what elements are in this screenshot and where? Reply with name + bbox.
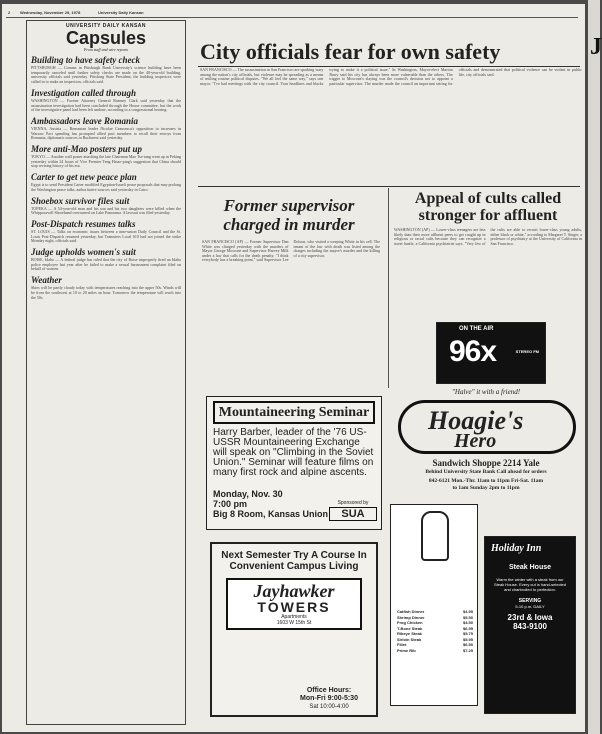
serving-hours: 5-10 p.m. DAILY bbox=[515, 604, 545, 609]
brief-item bbox=[31, 116, 181, 141]
brief-item bbox=[31, 247, 181, 272]
menu-item-name: Shrimp Dinner bbox=[397, 614, 425, 620]
on-the-air-label: ON THE AIR bbox=[459, 326, 494, 332]
capsules-title: Capsules bbox=[65, 28, 147, 48]
brief-text: TOPEKA — A 54-year-old man and his son and his two daughters were killed when the Whippoorwill Shorehand overturned on Lake Panorama. A lawsuit was filed yesterday. bbox=[31, 205, 181, 216]
menu-item-price: $5.75 bbox=[462, 631, 473, 636]
brief-item bbox=[31, 144, 181, 169]
hoagie-name: Hoagie's bbox=[428, 406, 524, 435]
hoagie-name-bottom: Hero bbox=[454, 430, 497, 452]
steak-house-heading: Steak House bbox=[508, 564, 552, 571]
brief-text: WASHINGTON — Former Attorney General Ramsey Clark said yesterday that the assassination investigation had been concluded through the House committee, but the work of the investigative panel had been left undone, according to a congressional hearing. bbox=[31, 97, 181, 113]
sponsor-logo: SUA bbox=[329, 507, 377, 521]
brief-item bbox=[31, 172, 181, 192]
brief-title: More anti-Mao posters put up bbox=[31, 144, 143, 155]
jayhawker-towers-ad bbox=[210, 542, 378, 717]
seminar-date: Monday, Nov. 30 bbox=[213, 489, 283, 499]
menu-item-price: $6.95 bbox=[462, 625, 473, 631]
menu-item-name: Ribeye Steak bbox=[397, 631, 422, 636]
former-headline: Former supervisor charged in murder bbox=[223, 196, 355, 234]
seminar-place: Big 8 Room, Kansas Union bbox=[213, 509, 329, 519]
seminar-time: 7:00 pm bbox=[213, 499, 248, 509]
brief-title: Post-Dispatch resumes talks bbox=[31, 218, 136, 229]
menu-item-price: $4.95 bbox=[462, 609, 473, 614]
facing-page-edge bbox=[588, 0, 600, 734]
brief-title: Weather bbox=[31, 275, 62, 286]
menu-item-name: T-Bone Steak bbox=[397, 625, 423, 631]
brief-item bbox=[31, 196, 181, 216]
menu-item-price: $5.95 bbox=[462, 636, 473, 642]
menu-item-name: Frog Chicken bbox=[397, 620, 423, 625]
jayhawker-logo bbox=[226, 578, 362, 630]
menu-item-price: $7.25 bbox=[462, 647, 473, 653]
newspaper-page bbox=[2, 4, 585, 732]
capsules-column bbox=[26, 20, 186, 725]
former-article-text: SAN FRANCISCO (AP) — Former Supervisor Dan White was charged yesterday with the murders of Mayor George Moscone and Supervisor Harvey Milk under a law that calls for the death penalty. "I think everybody has a breaking point," said Supervisor Lee Dolson, who visited a weeping White in his cell. The tenant of the law with death was listed among the charges including the mayor's murder and the killing of a city supervisor. bbox=[202, 239, 380, 263]
menu-item-name: Catfish Dinner bbox=[397, 609, 425, 614]
jayhawker-address: 1603 W 15th St bbox=[276, 620, 312, 626]
holiday-inn-body: Warm the winter with a steak from our Steak House. Every cut is hand-selected and charbroiled to perfection. bbox=[493, 577, 567, 592]
paper-name: University Daily Kansan bbox=[98, 10, 144, 15]
brief-title: Shoebox survivor files suit bbox=[31, 195, 130, 206]
main-article-text: SAN FRANCISCO — The assassination in San Francisco are sparking wary among the nation's city officials, but violence may be spreading as a means of settling routine political disputes. "We all feel the same way," says one mayor. "I've had meetings with the city council. Your headlines and blacks trying to make it a political issue." In Washington, Mayor-elect Marion Barry said his city has always been more vulnerable than the others. The trigger to Moscone's slaying was the council's decision not to appoint a particular supervisor. The murder made the council an important setting for officials and demonstrated that political violence can be violent in public life, city officials said. bbox=[200, 67, 582, 86]
brief-item bbox=[31, 55, 181, 85]
holiday-phone: 843-9100 bbox=[513, 622, 547, 631]
radio-frequency: 96x bbox=[449, 335, 497, 368]
brief-title: Judge upholds women's suit bbox=[31, 247, 136, 258]
holiday-inn-address bbox=[485, 613, 575, 631]
menu-item bbox=[397, 648, 473, 654]
capsules-kicker: UNIVERSITY DAILY KANSAN bbox=[65, 23, 147, 29]
menu-item-price: $6.50 bbox=[462, 642, 473, 647]
jayhawker-apartments: Apartments bbox=[281, 614, 307, 620]
office-hours-label: Office Hours: bbox=[306, 687, 352, 694]
brief-title: Ambassadors leave Romania bbox=[31, 115, 139, 126]
brief-text: Skies will be partly cloudy today with temperatures reaching into the upper 50s. Winds will be from the southwest at 10 to 20 miles an hour. Tomorrow the temperature will reach into the 50s. bbox=[31, 285, 181, 300]
brief-text: ST. LOUIS — Talks on economic issues between a nine-union Daily Council and the St. Louis Post-Dispatch resumed yesterday, but Teamsters Local 610 had not joined the strike Monday night, officials said. bbox=[31, 228, 181, 244]
brief-list bbox=[31, 55, 181, 300]
holiday-inn-ad bbox=[484, 536, 576, 714]
capsules-subtitle: From staff and wire reports bbox=[83, 47, 128, 52]
page-number: 2 bbox=[8, 10, 11, 15]
steak-menu-ad bbox=[390, 504, 478, 706]
menu-item-price: $4.50 bbox=[462, 620, 473, 625]
issue-date: Wednesday, November 29, 1978 bbox=[20, 10, 81, 15]
stereo-label: STEREO FM bbox=[515, 349, 539, 354]
holiday-address: 23rd & Iowa bbox=[507, 613, 553, 622]
hoagie-shoppe: Sandwich Shoppe 2214 Yale bbox=[432, 458, 540, 468]
mountaineering-body: Harry Barber, leader of the '76 US-USSR Mountaineering Exchange will speak on "Climbing in the Soviet Union." Seminar will feature films on many first rock and alpine ascents. bbox=[213, 427, 374, 478]
hoagies-ad bbox=[388, 388, 584, 500]
holiday-inn-logo: Holiday Inn bbox=[491, 543, 542, 554]
brief-item bbox=[31, 275, 181, 300]
brief-text: TOKYO — Another wall poster attacking the late Chairman Mao Tse-tung went up in Peking yesterday within 24 hours of Vice Premier Teng Hsiao-ping's suggestion that China should stop revising history of his era. bbox=[31, 154, 181, 169]
brief-text: BOISE, Idaho — A federal judge has ruled that the city of Boise improperly fired an Idaho police employee last year after he failed to make a sexual harassment complaint filed on behalf of women. bbox=[31, 257, 181, 272]
jayhawker-name: Jayhawker bbox=[253, 581, 335, 601]
bottle-icon bbox=[421, 511, 449, 561]
brief-text: VIENNA, Austria — Romanian leader Nicolae Ceausescu's opposition to increases in Warsaw Pact spending has prompted allied pact members to recall their envoys from Romania, diplomatic sources in Bucharest said yesterday. bbox=[31, 125, 181, 141]
hoagie-phones: 842-6121 Mon.-Thr. 11am to 11pm Fri-Sat. 11am bbox=[428, 478, 544, 484]
office-hours bbox=[288, 687, 370, 711]
mountaineering-title: Mountaineering Seminar bbox=[213, 401, 375, 424]
brief-title: Investigation called through bbox=[31, 87, 137, 98]
sponsor-label: Sponsored by bbox=[337, 500, 369, 506]
brief-text: PITTSBURGH — Comms in Pittsburgh Bank University's science building have been temporarily canceled until further safety checks are made on the 40-year-old building, university officials said yesterday. Pittsburg State President, the building inspectors were called in to make an inspection, officials said. bbox=[31, 65, 181, 85]
menu-item-name: Prime Rib bbox=[397, 647, 416, 653]
cults-headline: Appeal of cults called stronger for affluent bbox=[414, 190, 562, 224]
brief-item bbox=[31, 88, 181, 113]
hoagie-sunday: to 1am Sunday 2pm to 11pm bbox=[452, 485, 520, 491]
sponsor-block bbox=[329, 500, 377, 521]
divider bbox=[388, 188, 389, 388]
radio-ad bbox=[436, 322, 546, 384]
jayhawker-heading: Next Semester Try A Course In Convenient Campus Living bbox=[221, 550, 367, 572]
mountaineering-details bbox=[213, 489, 328, 519]
hoagie-hours bbox=[388, 478, 584, 492]
brief-text: Egypt is to send President Carter modified Egyptian-Israeli peace proposals that may prolong the Washington peace talks, authoritative sources said yesterday in Cairo. bbox=[31, 182, 181, 192]
menu-list bbox=[397, 609, 473, 653]
office-hours-weekday: Mon-Fri 9:00-5:30 bbox=[300, 695, 358, 702]
menu-item-name: Sirloin Steak bbox=[397, 636, 422, 642]
serving-label: SERVING bbox=[518, 598, 542, 604]
mountaineering-ad bbox=[206, 396, 382, 530]
hoagie-location: Behind University State Bank Call ahead for orders bbox=[425, 469, 547, 475]
menu-item-price: $5.50 bbox=[462, 614, 473, 620]
brief-item bbox=[31, 219, 181, 244]
cults-article-text: WASHINGTON (AP) — Lower-class teenagers are less likely than their more affluent peers to get caught up in religious or racial cults because they can recognize a street hustle, a California psychiatrist says. "Very few of the cults are able to recruit lower-class young adults, either black or white," according to Margaret T. Singer, a professor of psychiatry at the University of California in San Francisco. bbox=[394, 227, 582, 246]
brief-title: Carter to get new peace plan bbox=[31, 172, 137, 183]
office-hours-saturday: Sat 10:00-4:00 bbox=[309, 704, 349, 710]
jayhawker-towers: TOWERS bbox=[257, 599, 331, 615]
main-headline: City officials fear for own safety bbox=[200, 39, 501, 64]
brief-title: Building to have safety check bbox=[31, 55, 140, 65]
hoagie-slogan: "Halve" it with a friend! bbox=[451, 388, 521, 396]
facing-page-glyph: J bbox=[590, 34, 602, 60]
menu-item-name: Fillet bbox=[397, 642, 407, 647]
divider bbox=[198, 186, 580, 187]
masthead bbox=[6, 8, 578, 18]
